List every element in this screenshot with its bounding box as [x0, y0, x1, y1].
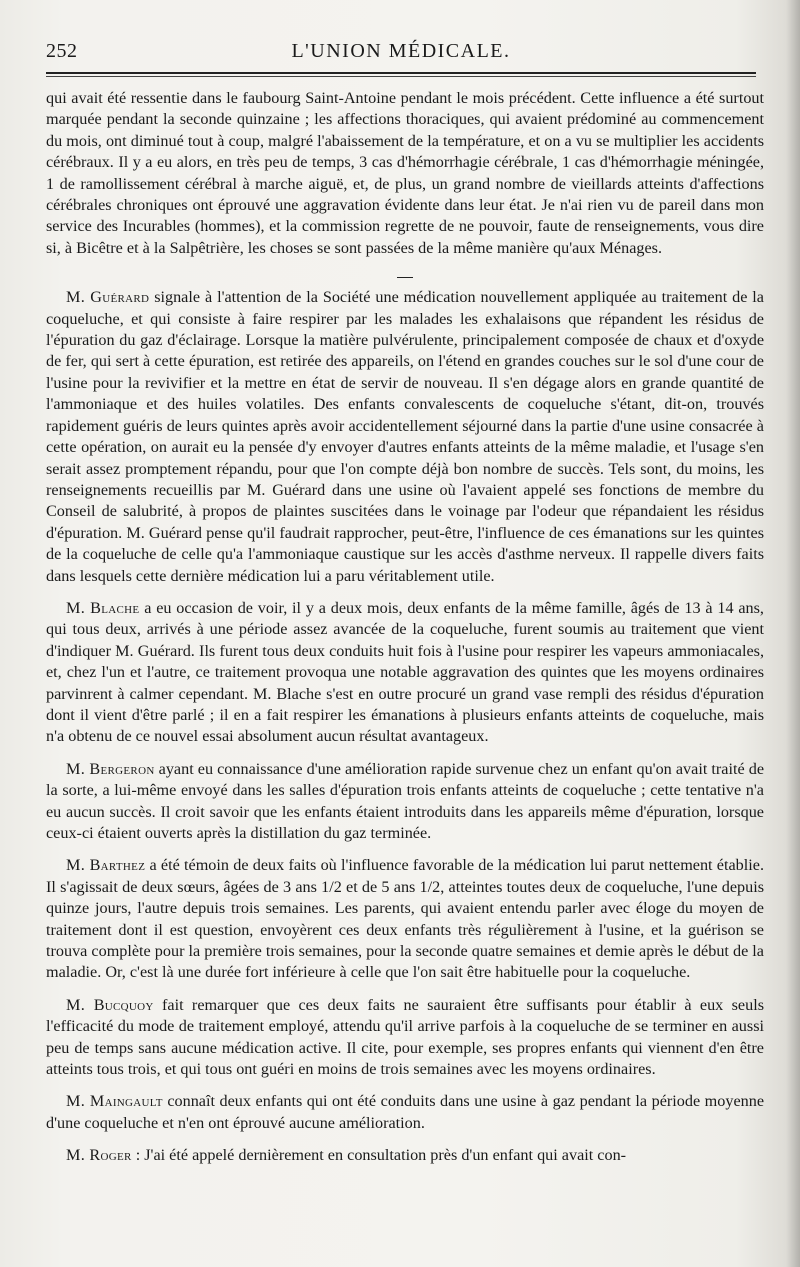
- speaker-name: M. Bergeron: [66, 759, 155, 778]
- running-title: L'UNION MÉDICALE.: [291, 40, 511, 62]
- header-rule-thin: [46, 76, 756, 77]
- section-separator: [46, 265, 764, 279]
- paragraph-roger: [46, 1145, 764, 1166]
- paragraph-maingault: [46, 1091, 764, 1134]
- paragraph-text: connaît deux enfants qui ont été conduits dans une usine à gaz pendant la période moyenne d'une coqueluche et n'en ont éprouvé aucune amélioration.: [46, 1092, 765, 1132]
- paragraph-text: a eu occasion de voir, il y a deux mois, deux enfants de la même famille, âgés de 13 à 14 ans, qui tous deux, arrivés à une période assez avancée de la coqueluche, furent soumis au traitement que vient d'indiquer M. Guérard. Ils furent tous deux conduits huit fois à l'usine pour respirer les vapeurs ammoniacales, et, chez l'un et l'autre, ce traitement provoqua une notable aggravation des quintes que les moyens ordinaires parvinrent à calmer cependant. M. Blache s'est en outre procuré un grand vase rempli des résidus d'épuration dont il vient d'être parlé ; il en a fait respirer les émanations à plusieurs enfants atteints de coqueluche, mais n'a obtenu de ce nouvel essai absolument aucun résultat avantageux.: [46, 598, 764, 746]
- page-edge-shadow: [786, 0, 800, 1267]
- paragraph-barthez: [46, 855, 764, 983]
- separator-dash: [397, 277, 413, 279]
- page-header: [46, 40, 756, 70]
- paragraph-text: signale à l'attention de la Société une médication nouvellement appliquée au traitement de la coqueluche, et qui consiste à faire respirer par les malades les exhalaisons que répandent les résidus de l'épuration du gaz d'éclairage. Lorsque la matière pulvérulente, principalement composée de chaux et d'oxyde de fer, qui sert à cette épuration, est retirée des appareils, on l'étend en grandes couches sur le sol d'une cour de l'usine pour la revivifier et la mettre en état de servir de nouveau. Il s'en dégage alors en grande quantité de l'ammoniaque et des huiles volatiles. Des enfants convalescents de coqueluche s'étant, dit-on, trouvés rapidement guéris de leurs quintes après avoir accidentellement séjourné dans la partie d'une usine consacrée à cette opération, on aurait eu la pensée d'y envoyer d'autres enfants atteints de la même maladie, et l'usage s'en serait assez promptement répandu, pour que l'on compte déjà bon nombre de succès. Tels sont, du moins, les renseignements recueillis par M. Guérard dans une usine où l'avaient appelé ses fonctions de membre du Conseil de salubrité, à propos de plaintes suscitées dans le voinage par l'odeur que répandaient les résidus d'épuration. M. Guérard pense qu'il faudrait rapprocher, peut-être, l'influence de ces émanations sur les quintes de la coqueluche de celle qu'a l'ammoniaque caustique sur les accès d'asthme nerveux. Il rappelle divers faits dans lesquels cette dernière médication lui a paru véritablement utile.: [46, 288, 764, 585]
- paragraph-guerard: [46, 287, 764, 587]
- speaker-name: M. Maingault: [66, 1092, 163, 1111]
- speaker-name: M. Guérard: [66, 288, 150, 307]
- speaker-name: M. Blache: [66, 598, 140, 617]
- paragraph-text: qui avait été ressentie dans le faubourg Saint-Antoine pendant le mois précédent. Cette influence a été surtout marquée pendant la seconde quinzaine ; les affections thoraciques, qui avaient prédominé au commencement du mois, ont diminué tout à coup, malgré l'abaissement de la température, et on a vu se multiplier les accidents cérébraux. Il y a eu alors, en très peu de temps, 3 cas d'hémorrhagie cérébrale, 1 cas d'hémorrhagie méningée, 1 de ramollissement cérébral à marche aiguë, et, de plus, un grand nombre de vieillards atteints d'affections cérébrales chroniques ont éprouvé une aggravation évidente dans leur état. Je n'ai rien vu de pareil dans mon service des Incurables (hommes), et la commission regrette de ne pouvoir, faute de renseignements, vous dire si, à Bicêtre et à la Salpêtrière, les choses se sont passées de la même manière qu'aux Ménages.: [46, 89, 764, 257]
- paragraph-text: a été témoin de deux faits où l'influence favorable de la médication lui parut nettement établie. Il s'agissait de deux sœurs, âgées de 3 ans 1/2 et de 5 ans 1/2, atteintes toutes deux de coqueluche, l'une depuis quinze jours, l'autre depuis trois semaines. Les parents, qui avaient entendu parler avec éloge du moyen de traitement dont il est question, envoyèrent ces deux enfants très régulièrement à l'usine, et la guérison se trouva complète pour la première trois semaines, pour la seconde quatre semaines et demie après le début de la maladie. Or, c'est là une durée fort inférieure à celle que l'on sait être habituelle pour la coqueluche.: [46, 856, 764, 982]
- paragraph-bergeron: [46, 759, 764, 845]
- paragraph-continuation: [46, 88, 764, 259]
- page-number: 252: [46, 40, 78, 62]
- paragraph-blache: [46, 598, 764, 748]
- paragraph-text: : J'ai été appelé dernièrement en consultation près d'un enfant qui avait con-: [131, 1146, 627, 1165]
- speaker-name: M. Barthez: [66, 856, 146, 875]
- paragraph-text: ayant eu connaissance d'une amélioration rapide survenue chez un enfant qu'on avait traité de la sorte, a lui-même envoyé dans les salles d'épuration trois enfants atteints de coqueluche ; cette tentative n'a eu aucun succès. Il croit savoir que les enfants étaient introduits dans les appareils même d'épuration, lorsque ceux-ci étaient ouverts après la distillation du gaz terminée.: [46, 759, 765, 842]
- speaker-name: M. Roger: [66, 1146, 132, 1165]
- paragraph-text: fait remarquer que ces deux faits ne sauraient être suffisants pour établir à eux seuls l'efficacité du mode de traitement employé, attendu qu'il arrive parfois à la coqueluche de se terminer en aussi peu de temps sans aucune médication active. Il cite, pour exemple, ses propres enfants qui viennent d'en être atteints tous trois, et qui tous ont guéri en moins de trois semaines avec les moyens ordinaires.: [46, 995, 765, 1079]
- speaker-name: M. Bucquoy: [66, 995, 154, 1014]
- body-text: [46, 88, 764, 1178]
- paragraph-bucquoy: [46, 995, 764, 1081]
- header-rule-thick: [46, 72, 756, 74]
